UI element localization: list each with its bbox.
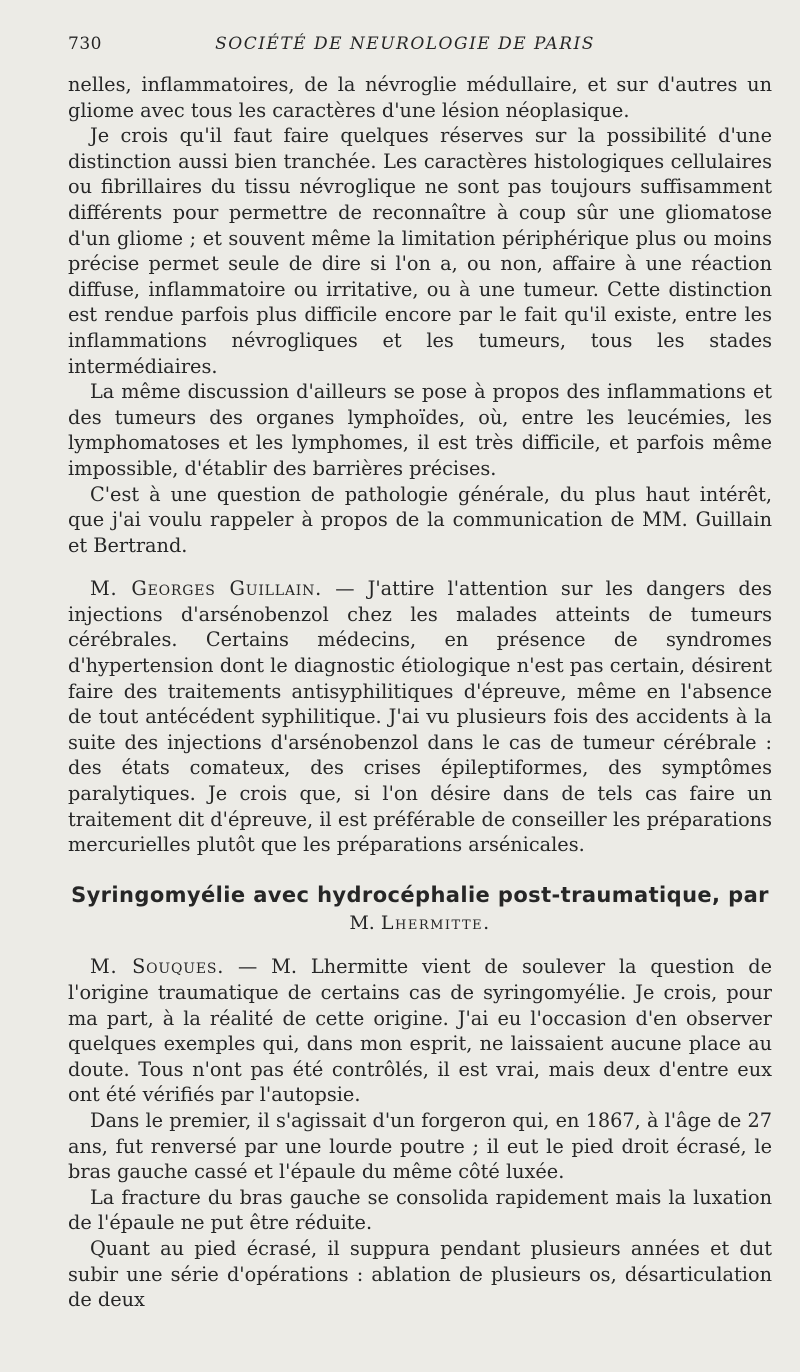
paragraph: nelles, inflammatoires, de la névroglie médullaire, et sur d'autres un gliome avec tous les caractères d'une lésion néoplasique. [68,73,772,122]
remark-text: — M. Lhermitte vient de soulever la question de l'origine traumatique de certains cas de syringomyélie. Je crois, pour ma part, à la réalité de cette origine. J'ai eu l'occasion d'en observer quelques exemples qui, dans mon esprit, ne laissaient aucune place au doute. Tous n'ont pas été contrôlés, il est vrai, mais deux d'entre eux ont été vérifiés par l'autopsie. [68,955,772,1107]
speaker-name: M. Georges Guillain. [90,577,323,601]
page-number: 730 [68,34,102,54]
spacer [68,558,772,576]
spacer [68,858,772,882]
body-text [68,72,772,1313]
article-title: Syringomyélie avec hydrocéphalie post-traumatique, par [71,882,769,907]
article-author [68,911,772,937]
spacer [68,936,772,954]
author-name: Lhermitte. [380,911,491,934]
remark-text: — J'attire l'attention sur les dangers des injections d'arsénobenzol chez les malades atteints de tumeurs cérébrales. Certains médecins, en présence de syndromes d'hypertension dont le diagnostic étiologique n'est pas certain, désirent faire des traitements antisyphilitiques d'épreuve, même en l'absence de tout antécédent syphilitique. J'ai vu plusieurs fois des accidents à la suite des injections d'arsénobenzol dans le cas de tumeur cérébrale : des états comateux, des crises épileptiformes, des symptômes paralytiques. Je crois que, si l'on désire dans de tels cas faire un traitement dit d'épreuve, il est préférable de conseiller les préparations mercurielles plutôt que les préparations arsénicales. [68,577,773,857]
page-header [68,34,772,62]
souques-remark [68,954,772,1108]
paragraph: C'est à une question de pathologie générale, du plus haut intérêt, que j'ai voulu rappeler à propos de la communication de MM. Guillain et Bertrand. [68,482,772,557]
paragraph: Quant au pied écrasé, il suppura pendant plusieurs années et dut subir une série d'opérations : ablation de plusieurs os, désarticulation de deux [68,1236,772,1312]
paragraph: Je crois qu'il faut faire quelques réserves sur la possibilité d'une distinction aussi bien tranchée. Les caractères histologiques cellulaires ou fibrillaires du tissu névroglique ne sont pas toujours suffisamment différents pour permettre de reconnaître à coup sûr une gliomatose d'un gliome ; et souvent même la limitation périphérique plus ou moins précise permet seule de dire si l'on a, ou non, affaire à une réaction diffuse, inflammatoire ou irritative, ou à une tumeur. Cette distinction est rendue parfois plus difficile encore par le fait qu'il existe, entre les inflammations névrogliques et les tumeurs, tous les stades intermédiaires. [68,124,772,378]
paragraph: La même discussion d'ailleurs se pose à propos des inflammations et des tumeurs des organes lymphoïdes, où, entre les leucémies, les lymphomatoses et les lymphomes, il est très difficile, et parfois même impossible, d'établir des barrières précises. [68,380,772,480]
author-prefix: M. [349,911,381,934]
running-title: SOCIÉTÉ DE NEUROLOGIE DE PARIS [215,34,595,54]
guillain-remark [68,576,772,858]
paragraph: Dans le premier, il s'agissait d'un forgeron qui, en 1867, à l'âge de 27 ans, fut renversé par une lourde poutre ; il eut le pied droit écrasé, le bras gauche cassé et l'épaule du même côté luxée. [68,1108,772,1184]
speaker-name: M. Souques. [90,955,225,979]
paragraph: La fracture du bras gauche se consolida rapidement mais la luxation de l'épaule ne put être réduite. [68,1185,772,1235]
